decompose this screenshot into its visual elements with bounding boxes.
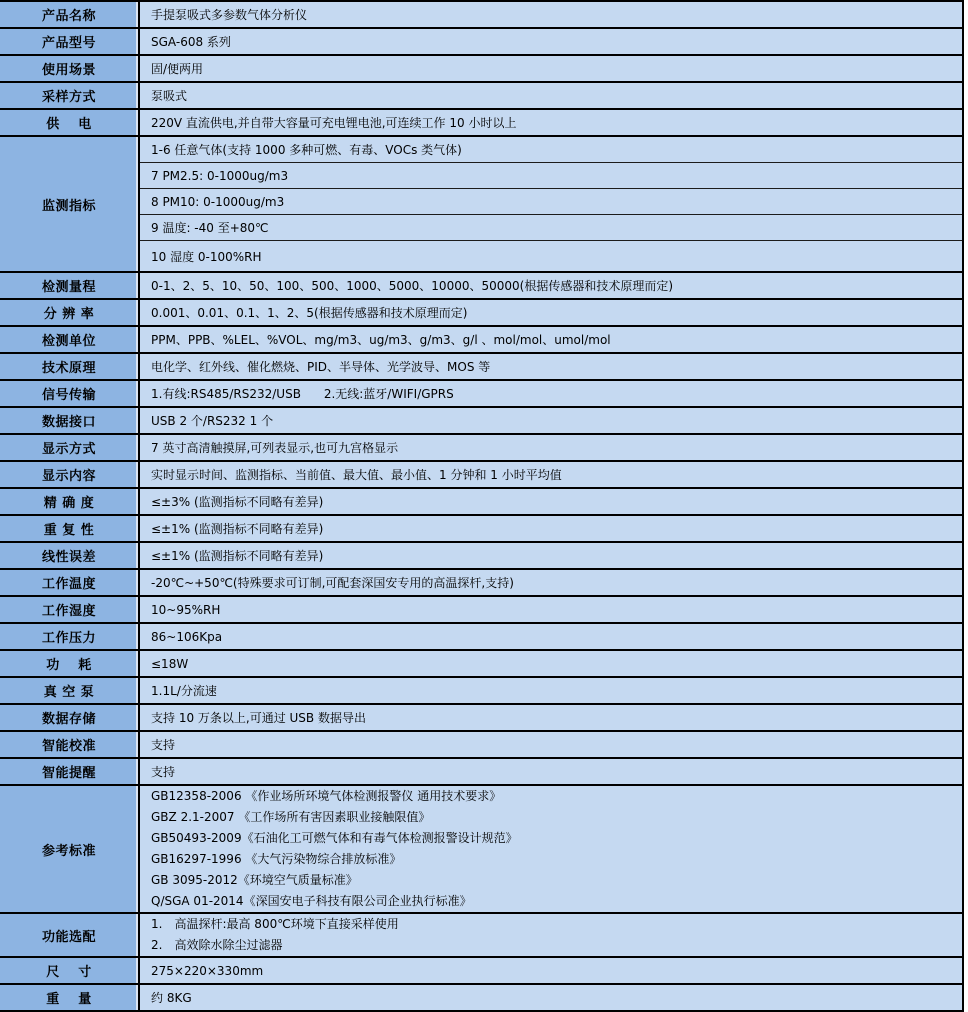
row-value-text: ≤±3% (监测指标不同略有差异) <box>151 495 324 509</box>
row-label-text: 数据存储 <box>41 712 96 727</box>
row-label-text: 检测量程 <box>41 280 96 295</box>
row-label-text: 检测单位 <box>41 334 96 349</box>
subrow-text: 7 PM2.5: 0-1000ug/m3 <box>151 168 289 183</box>
row-label-text: 产品型号 <box>41 36 96 51</box>
reference-line: GB50493-2009《石油化工可燃气体和有毒气体检测报警设计规范》 <box>151 831 518 845</box>
reference-line: Q/SGA 01-2014《深国安电子科技有限公司企业执行标准》 <box>151 894 472 908</box>
row-label <box>0 516 140 541</box>
table-row-model <box>0 29 962 56</box>
row-value-text: 泵吸式 <box>151 89 188 103</box>
row-label-text: 参考标准 <box>41 843 96 859</box>
row-label-text: 重 复 性 <box>43 523 95 538</box>
row-label <box>0 786 140 912</box>
row-label-text: 技术原理 <box>41 361 96 376</box>
row-label <box>0 985 140 1010</box>
row-label-text: 尺 寸 <box>46 965 92 980</box>
reference-line: GB12358-2006 《作业场所环境气体检测报警仪 通用技术要求》 <box>151 789 502 803</box>
row-label-text: 智能校准 <box>41 739 96 754</box>
row-label <box>0 732 140 757</box>
row-value-text: 1.有线:RS485/RS232/USB 2.无线:蓝牙/WIFI/GPRS <box>151 387 454 401</box>
row-label-text: 重 量 <box>46 992 92 1007</box>
row-value <box>140 597 962 622</box>
row-value-text: 0-1、2、5、10、50、100、500、1000、5000、10000、50000(根据传感器和技术原理而定) <box>151 279 674 293</box>
row-label <box>0 958 140 983</box>
subrow-text: 9 温度: -40 至+80℃ <box>151 221 269 235</box>
row-label-text: 信号传输 <box>41 388 96 403</box>
table-row-linearity-error <box>0 543 962 570</box>
row-value <box>140 273 962 298</box>
table-row-weight <box>0 985 962 1012</box>
row-label-text: 采样方式 <box>41 90 96 105</box>
table-row-display-mode <box>0 435 962 462</box>
subrow-text: 1-6 任意气体(支持 1000 多种可燃、有毒、VOCs 类气体) <box>151 143 462 157</box>
row-value-text: 固/便两用 <box>151 62 204 76</box>
row-value <box>140 678 962 703</box>
row-label <box>0 381 140 406</box>
row-label <box>0 408 140 433</box>
table-row-detection-unit <box>0 327 962 354</box>
row-label-text: 使用场景 <box>41 63 96 78</box>
row-label-text: 真 空 泵 <box>43 685 95 700</box>
table-row-accuracy <box>0 489 962 516</box>
row-value <box>140 110 962 135</box>
row-label-text: 产品名称 <box>41 9 96 24</box>
subrow-text: 10 湿度 0-100%RH <box>151 249 262 264</box>
row-value <box>140 624 962 649</box>
row-label-text: 工作温度 <box>41 577 96 592</box>
row-label <box>0 327 140 352</box>
row-value-text: 275×220×330mm <box>151 963 264 978</box>
table-row-monitoring-indicators <box>0 137 962 273</box>
table-row-usage-scene <box>0 56 962 83</box>
row-label <box>0 462 140 487</box>
row-value-text: ≤±1% (监测指标不同略有差异) <box>151 549 324 563</box>
row-value <box>140 732 962 757</box>
row-value-text: 实时显示时间、监测指标、当前值、最大值、最小值、1 分钟和 1 小时平均值 <box>151 468 562 482</box>
row-label <box>0 914 140 956</box>
table-row-power <box>0 110 962 137</box>
table-row-display-content <box>0 462 962 489</box>
row-value-text: ≤±1% (监测指标不同略有差异) <box>151 522 324 536</box>
table-row-product-name <box>0 2 962 29</box>
row-value-text: 手提泵吸式多参数气体分析仪 <box>151 8 308 22</box>
row-value <box>140 958 962 983</box>
row-label <box>0 651 140 676</box>
table-row-detection-range <box>0 273 962 300</box>
row-value <box>140 29 962 54</box>
row-value-text: 10~95%RH <box>151 602 221 617</box>
reference-line: GB 3095-2012《环境空气质量标准》 <box>151 873 358 887</box>
row-value <box>140 985 962 1010</box>
row-label-text: 供 电 <box>46 117 92 132</box>
row-label <box>0 300 140 325</box>
row-label <box>0 29 140 54</box>
row-value <box>140 516 962 541</box>
table-row-smart-reminder <box>0 759 962 786</box>
row-label <box>0 354 140 379</box>
row-label <box>0 110 140 135</box>
row-value-text: ≤18W <box>151 656 189 671</box>
row-value <box>140 462 962 487</box>
row-value <box>140 489 962 514</box>
monitoring-subrow <box>140 241 962 271</box>
monitoring-subrow <box>140 215 962 241</box>
row-label <box>0 273 140 298</box>
row-value <box>140 2 962 27</box>
row-value-text: 支持 10 万条以上,可通过 USB 数据导出 <box>151 711 366 725</box>
monitoring-subrow <box>140 189 962 215</box>
row-label <box>0 570 140 595</box>
table-row-optional-features <box>0 914 962 958</box>
table-row-power-consumption <box>0 651 962 678</box>
table-row-working-temperature <box>0 570 962 597</box>
row-label <box>0 435 140 460</box>
row-label <box>0 624 140 649</box>
row-label <box>0 597 140 622</box>
row-value <box>140 705 962 730</box>
table-row-repeatability <box>0 516 962 543</box>
row-label-text: 智能提醒 <box>41 766 96 781</box>
table-row-working-humidity <box>0 597 962 624</box>
row-value <box>140 300 962 325</box>
row-value-text: 0.001、0.01、0.1、1、2、5(根据传感器和技术原理而定) <box>151 306 468 320</box>
table-row-tech-principle <box>0 354 962 381</box>
reference-line: GBZ 2.1-2007 《工作场所有害因素职业接触限值》 <box>151 810 431 824</box>
reference-line: GB16297-1996 《大气污染物综合排放标准》 <box>151 852 402 866</box>
row-label <box>0 543 140 568</box>
row-label-text: 功 耗 <box>46 658 92 673</box>
row-label-text: 工作压力 <box>41 631 96 646</box>
table-row-sampling <box>0 83 962 110</box>
row-value <box>140 435 962 460</box>
row-value-text: 支持 <box>151 765 176 779</box>
row-value-text: -20℃~+50℃(特殊要求可订制,可配套深国安专用的高温探杆,支持) <box>151 576 514 590</box>
row-value <box>140 651 962 676</box>
reference-standards-list <box>140 786 962 912</box>
row-label <box>0 759 140 784</box>
monitoring-subrow <box>140 137 962 163</box>
row-value <box>140 759 962 784</box>
row-value-text: 支持 <box>151 738 176 752</box>
row-label <box>0 137 140 271</box>
row-value <box>140 83 962 108</box>
row-label <box>0 56 140 81</box>
row-label-text: 显示内容 <box>41 469 96 484</box>
table-row-vacuum-pump <box>0 678 962 705</box>
row-label-text: 显示方式 <box>41 442 96 457</box>
row-label-text: 监测指标 <box>41 198 96 214</box>
table-row-smart-calibration <box>0 732 962 759</box>
row-value-text: 1.1L/分流速 <box>151 684 217 698</box>
table-row-reference-standards <box>0 786 962 914</box>
row-label-text: 工作湿度 <box>41 604 96 619</box>
row-value <box>140 56 962 81</box>
row-label-text: 精 确 度 <box>43 496 95 511</box>
row-value-text: SGA-608 系列 <box>151 35 231 49</box>
optional-feature-line: 1. 高温探杆:最高 800℃环境下直接采样使用 <box>151 917 399 931</box>
optional-feature-line: 2. 高效除水除尘过滤器 <box>151 938 283 952</box>
monitoring-subrow <box>140 163 962 189</box>
row-value <box>140 354 962 379</box>
row-label <box>0 489 140 514</box>
row-label <box>0 2 140 27</box>
row-value-text: PPM、PPB、%LEL、%VOL、mg/m3、ug/m3、g/m3、g/l 、mol/mol、umol/mol <box>151 333 611 347</box>
table-row-dimensions <box>0 958 962 985</box>
row-label-text: 数据接口 <box>41 415 96 430</box>
row-value <box>140 327 962 352</box>
table-row-signal-transmission <box>0 381 962 408</box>
row-label-text: 功能选配 <box>41 929 96 945</box>
table-row-data-interface <box>0 408 962 435</box>
row-value-text: 7 英寸高清触摸屏,可列表显示,也可九宫格显示 <box>151 441 399 455</box>
row-value <box>140 570 962 595</box>
row-value-text: 约 8KG <box>151 991 192 1005</box>
subrow-text: 8 PM10: 0-1000ug/m3 <box>151 194 285 209</box>
table-row-working-pressure <box>0 624 962 651</box>
row-label-text: 线性误差 <box>41 550 96 565</box>
row-value-text: 86~106Kpa <box>151 629 223 644</box>
row-value <box>140 543 962 568</box>
table-row-data-storage <box>0 705 962 732</box>
row-value-text: USB 2 个/RS232 1 个 <box>151 414 274 428</box>
row-value-text: 电化学、红外线、催化燃烧、PID、半导体、光学波导、MOS 等 <box>151 360 491 374</box>
table-row-resolution <box>0 300 962 327</box>
row-label-text: 分 辨 率 <box>43 307 95 322</box>
row-value-text: 220V 直流供电,并自带大容量可充电锂电池,可连续工作 10 小时以上 <box>151 116 517 130</box>
optional-features-list <box>140 914 962 956</box>
row-label <box>0 678 140 703</box>
row-label <box>0 83 140 108</box>
row-label <box>0 705 140 730</box>
row-value <box>140 408 962 433</box>
row-value <box>140 381 962 406</box>
monitoring-subrows <box>140 137 962 271</box>
